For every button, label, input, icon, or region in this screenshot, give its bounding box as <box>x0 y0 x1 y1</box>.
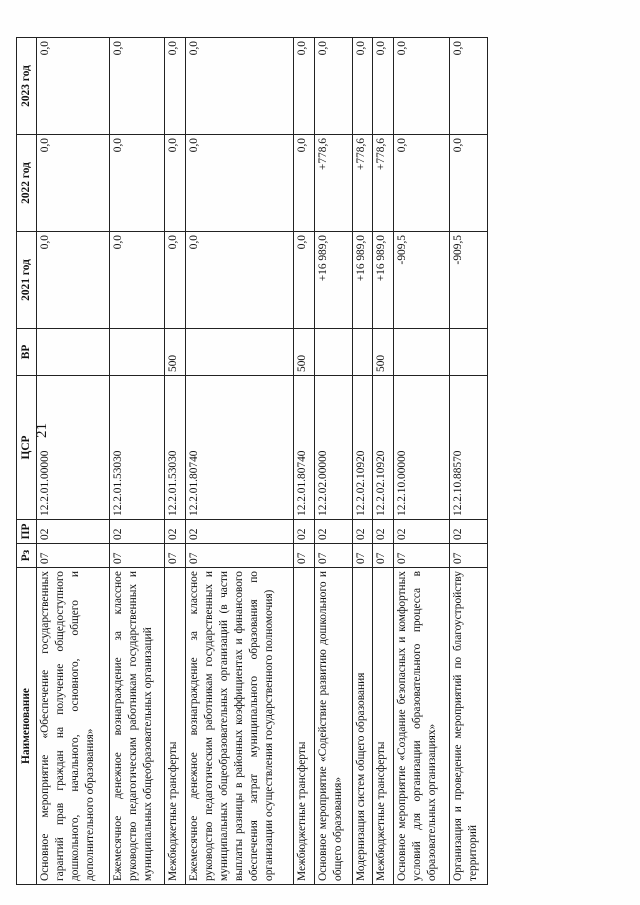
row-2023: 0,0 <box>37 38 110 135</box>
row-csr: 12.2.10.88570 <box>449 376 487 520</box>
row-name: Межбюджетные трансферты <box>293 568 314 885</box>
header-vr: ВР <box>17 329 37 376</box>
row-pr: 02 <box>449 520 487 544</box>
row-2022: 0,0 <box>293 135 314 232</box>
row-name: Организация и проведение мероприятий по благоустройству территорий <box>449 568 487 885</box>
row-2021: -909,5 <box>449 232 487 329</box>
header-2023: 2023 год <box>17 38 37 135</box>
table-row <box>109 38 165 885</box>
row-vr: 500 <box>165 329 186 376</box>
table-row <box>394 38 450 885</box>
row-2023: 0,0 <box>449 38 487 135</box>
table-row <box>373 38 394 885</box>
row-2022: 0,0 <box>165 135 186 232</box>
row-csr: 12.2.01.80740 <box>186 376 294 520</box>
table-row <box>449 38 487 885</box>
row-2023: 0,0 <box>394 38 450 135</box>
row-vr <box>449 329 487 376</box>
row-2022: +778,6 <box>314 135 352 232</box>
row-2022: 0,0 <box>37 135 110 232</box>
row-2022: 0,0 <box>109 135 165 232</box>
row-name: Основное мероприятие «Создание безопасных и комфортных условий для организации образовательного процесса в образовательных организациях» <box>394 568 450 885</box>
row-vr <box>394 329 450 376</box>
row-2022: +778,6 <box>373 135 394 232</box>
row-2021: 0,0 <box>165 232 186 329</box>
row-csr: 12.2.02.00000 <box>314 376 352 520</box>
header-row <box>17 38 37 885</box>
row-rz: 07 <box>352 544 373 568</box>
row-name: Основное мероприятие «Обеспечение государственных гарантий прав граждан на получение общедоступного дошкольного, начального, основного, общего и дополнительного образования» <box>37 568 110 885</box>
row-csr: 12.2.01.00000 <box>37 376 110 520</box>
row-pr: 02 <box>352 520 373 544</box>
row-2021: 0,0 <box>293 232 314 329</box>
row-pr: 02 <box>186 520 294 544</box>
table-row <box>186 38 294 885</box>
table-row <box>37 38 110 885</box>
row-2021: 0,0 <box>109 232 165 329</box>
header-pr: ПР <box>17 520 37 544</box>
row-rz: 07 <box>293 544 314 568</box>
page-number: 21 <box>34 423 50 438</box>
row-rz: 07 <box>449 544 487 568</box>
row-vr <box>314 329 352 376</box>
row-2021: -909,5 <box>394 232 450 329</box>
table-row <box>314 38 352 885</box>
row-2023: 0,0 <box>186 38 294 135</box>
row-csr: 12.2.02.10920 <box>373 376 394 520</box>
header-name: Наименование <box>17 568 37 885</box>
row-rz: 07 <box>109 544 165 568</box>
row-pr: 02 <box>109 520 165 544</box>
row-2023: 0,0 <box>314 38 352 135</box>
row-rz: 07 <box>394 544 450 568</box>
row-2022: 0,0 <box>186 135 294 232</box>
row-vr <box>186 329 294 376</box>
row-2022: +778,6 <box>352 135 373 232</box>
budget-table-container <box>16 37 488 885</box>
header-rz: Рз <box>17 544 37 568</box>
row-pr: 02 <box>394 520 450 544</box>
row-name: Основное мероприятие «Содействие развитию дошкольного и общего образования» <box>314 568 352 885</box>
row-csr: 12.2.01.53030 <box>165 376 186 520</box>
row-csr: 12.2.01.53030 <box>109 376 165 520</box>
row-csr: 12.2.02.10920 <box>352 376 373 520</box>
row-rz: 07 <box>186 544 294 568</box>
row-pr: 02 <box>314 520 352 544</box>
row-name: Межбюджетные трансферты <box>165 568 186 885</box>
row-pr: 02 <box>373 520 394 544</box>
row-2023: 0,0 <box>352 38 373 135</box>
row-2023: 0,0 <box>109 38 165 135</box>
row-name: Ежемесячное денежное вознаграждение за классное руководство педагогическим работникам государственных и муниципальных общеобразовательных организаций (в части выплаты разницы в районных коэффициентах и финансового обеспечения затрат муниципального образования по организации осуществления государственного полномочия) <box>186 568 294 885</box>
row-2023: 0,0 <box>293 38 314 135</box>
table-row <box>293 38 314 885</box>
row-2021: 0,0 <box>186 232 294 329</box>
row-2023: 0,0 <box>165 38 186 135</box>
table-row <box>352 38 373 885</box>
row-rz: 07 <box>165 544 186 568</box>
row-csr: 12.2.01.80740 <box>293 376 314 520</box>
row-2022: 0,0 <box>394 135 450 232</box>
row-vr <box>352 329 373 376</box>
row-2021: +16 989,0 <box>352 232 373 329</box>
row-rz: 07 <box>37 544 110 568</box>
row-2021: +16 989,0 <box>314 232 352 329</box>
row-pr: 02 <box>37 520 110 544</box>
row-2023: 0,0 <box>373 38 394 135</box>
row-pr: 02 <box>293 520 314 544</box>
header-2021: 2021 год <box>17 232 37 329</box>
row-vr <box>109 329 165 376</box>
budget-table <box>16 37 488 885</box>
row-2021: 0,0 <box>37 232 110 329</box>
header-csr: ЦСР <box>17 376 37 520</box>
row-2022: 0,0 <box>449 135 487 232</box>
row-rz: 07 <box>314 544 352 568</box>
row-pr: 02 <box>165 520 186 544</box>
row-vr: 500 <box>373 329 394 376</box>
row-csr: 12.2.10.00000 <box>394 376 450 520</box>
row-rz: 07 <box>373 544 394 568</box>
table-row <box>165 38 186 885</box>
header-2022: 2022 год <box>17 135 37 232</box>
row-2021: +16 989,0 <box>373 232 394 329</box>
row-name: Модернизация систем общего образования <box>352 568 373 885</box>
row-vr: 500 <box>293 329 314 376</box>
row-vr <box>37 329 110 376</box>
row-name: Межбюджетные трансферты <box>373 568 394 885</box>
row-name: Ежемесячное денежное вознаграждение за классное руководство педагогическим работникам государственных и муниципальных общеобразовательных организаций <box>109 568 165 885</box>
